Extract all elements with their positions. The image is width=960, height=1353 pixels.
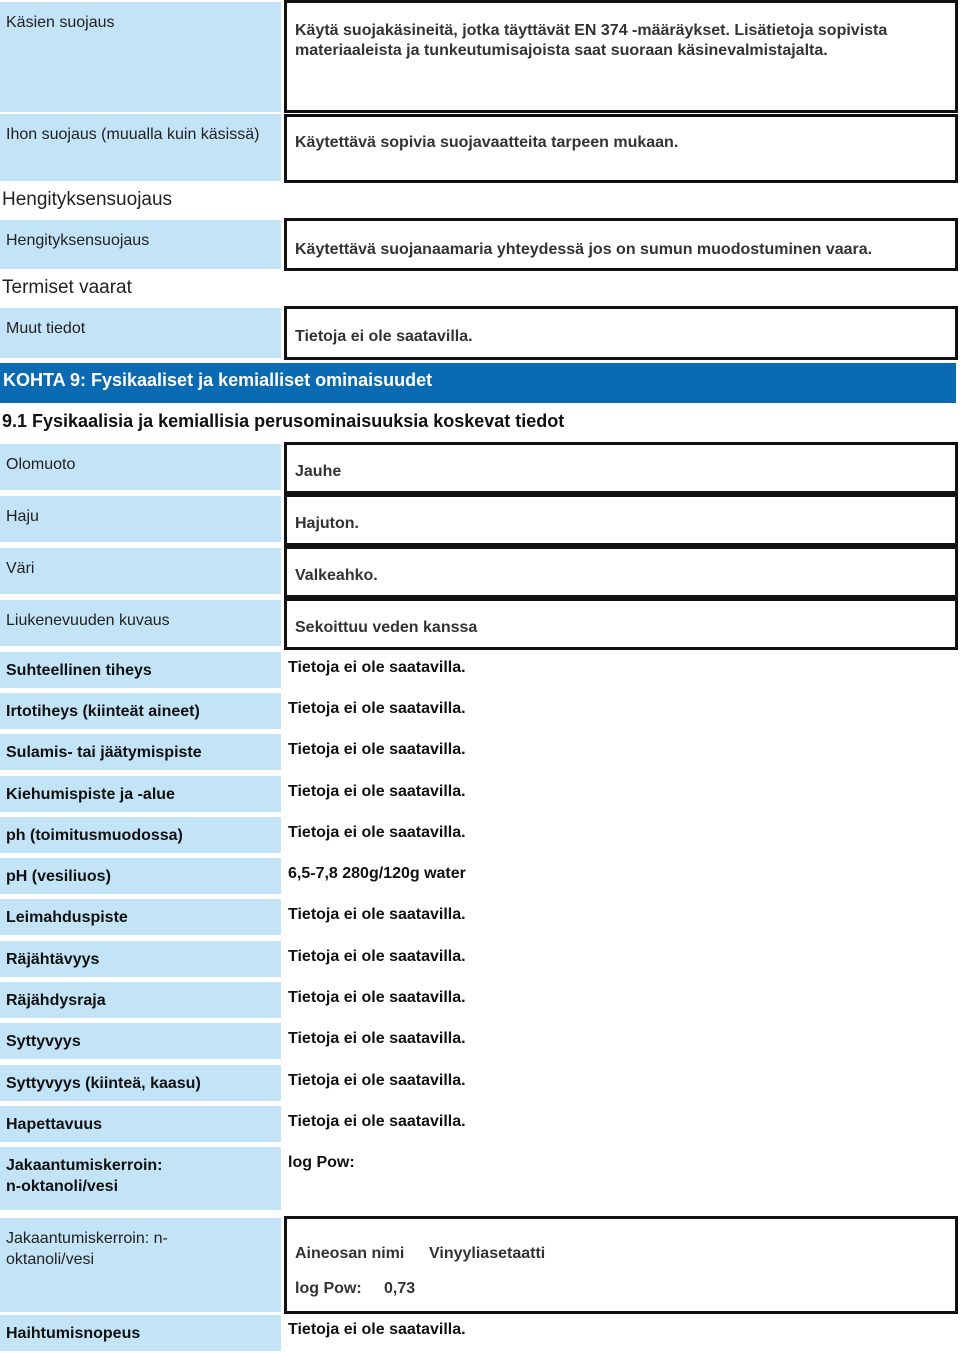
label-flash-point: Leimahduspiste	[0, 899, 281, 935]
label-flammability-solid-gas: Syttyvyys (kiinteä, kaasu)	[0, 1065, 281, 1101]
value-ph-aqueous: 6,5-7,8 280g/120g water	[288, 865, 466, 882]
value-explosivity: Tietoja ei ole saatavilla.	[288, 948, 466, 965]
value-respiratory: Käytettävä suojanaamaria yhteydessä jos on sumun muodostuminen vaara.	[284, 218, 958, 271]
label-odor: Haju	[0, 496, 281, 542]
value-color: Valkeahko.	[284, 546, 958, 598]
section-9-header: KOHTA 9: Fysikaaliset ja kemialliset ominaisuudet	[0, 363, 956, 403]
label-ph-as-supplied: ph (toimitusmuodossa)	[0, 817, 281, 853]
label-ph-aqueous: pH (vesiliuos)	[0, 858, 281, 894]
value-skin-protection: Käytettävä sopivia suojavaatteita tarpeen mukaan.	[284, 114, 958, 183]
label-explosion-limit: Räjähdysraja	[0, 982, 281, 1018]
value-oxidizing: Tietoja ei ole saatavilla.	[288, 1113, 466, 1130]
partition-component-box	[284, 1216, 958, 1314]
value-boiling-point: Tietoja ei ole saatavilla.	[288, 783, 466, 800]
subsection-9-1-title: 9.1 Fysikaalisia ja kemiallisia perusominaisuuksia koskevat tiedot	[2, 411, 565, 431]
heading-respiratory: Hengityksensuojaus	[2, 189, 173, 210]
component-logpow-label: log Pow:	[295, 1280, 362, 1297]
label-other-info: Muut tiedot	[0, 308, 281, 358]
label-explosivity: Räjähtävyys	[0, 941, 281, 977]
value-explosion-limit: Tietoja ei ole saatavilla.	[288, 989, 466, 1006]
value-bulk-density: Tietoja ei ole saatavilla.	[288, 700, 466, 717]
label-boiling-point: Kiehumispiste ja -alue	[0, 776, 281, 812]
value-relative-density: Tietoja ei ole saatavilla.	[288, 659, 466, 676]
component-logpow-value: 0,73	[384, 1280, 416, 1297]
value-melting-point: Tietoja ei ole saatavilla.	[288, 741, 466, 758]
label-solubility: Liukenevuuden kuvaus	[0, 600, 281, 646]
label-flammability: Syttyvyys	[0, 1023, 281, 1059]
heading-thermal-hazards: Termiset vaarat	[2, 277, 132, 298]
label-hand-protection: Käsien suojaus	[0, 2, 281, 112]
component-name-label: Aineosan nimi	[295, 1245, 405, 1262]
label-bulk-density: Irtotiheys (kiinteät aineet)	[0, 693, 281, 729]
label-skin-protection: Ihon suojaus (muualla kuin käsissä)	[0, 114, 281, 181]
label-respiratory: Hengityksensuojaus	[0, 220, 281, 269]
value-odor: Hajuton.	[284, 494, 958, 546]
label-partition-coefficient-component: Jakaantumiskerroin: n-oktanoli/vesi	[0, 1218, 281, 1312]
label-appearance: Olomuoto	[0, 444, 281, 490]
label-melting-point: Sulamis- tai jäätymispiste	[0, 734, 281, 770]
label-partition-coefficient: Jakaantumiskerroin: n-oktanoli/vesi	[0, 1147, 281, 1210]
label-evaporation-rate: Haihtumisnopeus	[0, 1315, 281, 1351]
label-oxidizing: Hapettavuus	[0, 1106, 281, 1142]
value-hand-protection: Käytä suojakäsineitä, jotka täyttävät EN 374 -määräykset. Lisätietoja sopivista materiaaleista ja tunkeutumisajoista saat suoraan käsinevalmistajalta.	[284, 0, 958, 113]
component-name-value: Vinyyliasetaatti	[429, 1245, 546, 1262]
value-other-info: Tietoja ei ole saatavilla.	[284, 306, 958, 360]
value-evaporation-rate: Tietoja ei ole saatavilla.	[288, 1321, 466, 1338]
label-relative-density: Suhteellinen tiheys	[0, 652, 281, 688]
label-color: Väri	[0, 548, 281, 594]
value-appearance: Jauhe	[284, 442, 958, 494]
value-ph-as-supplied: Tietoja ei ole saatavilla.	[288, 824, 466, 841]
value-partition-coefficient: log Pow:	[288, 1154, 355, 1171]
value-flash-point: Tietoja ei ole saatavilla.	[288, 906, 466, 923]
value-flammability-solid-gas: Tietoja ei ole saatavilla.	[288, 1072, 466, 1089]
value-flammability: Tietoja ei ole saatavilla.	[288, 1030, 466, 1047]
value-solubility: Sekoittuu veden kanssa	[284, 598, 958, 650]
